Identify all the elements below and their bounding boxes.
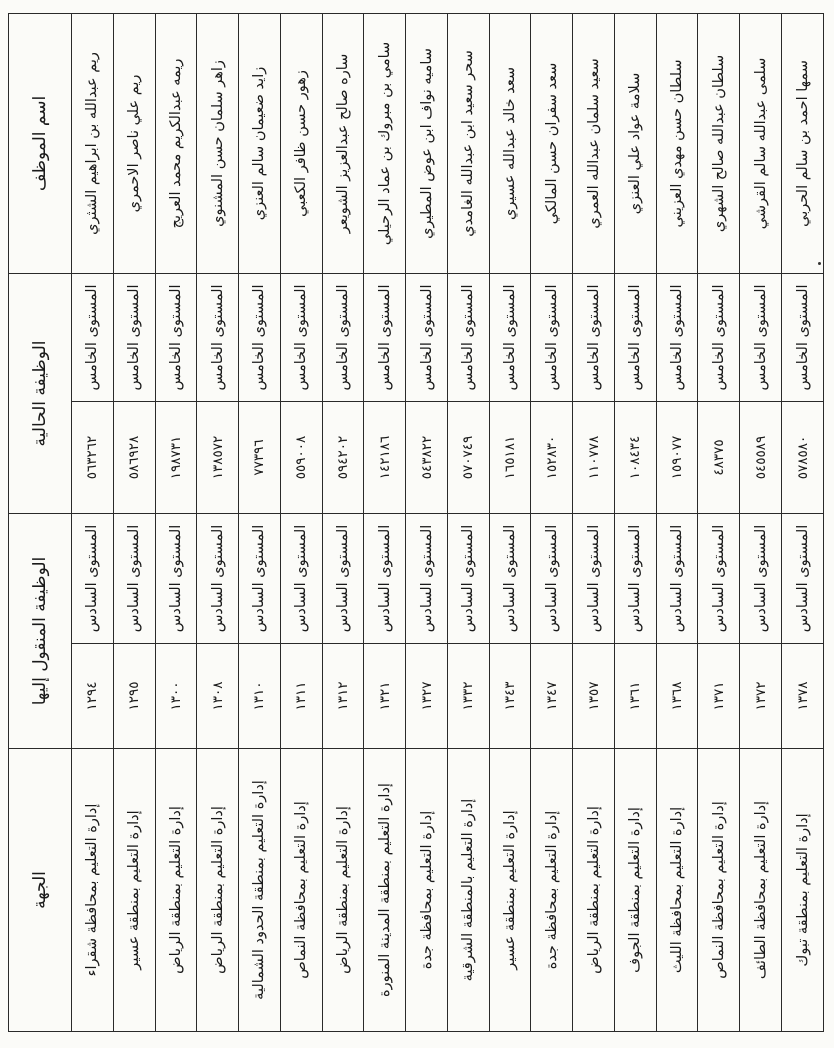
header-row — [9, 13, 72, 1031]
cell-employee-name: سمها احمد بن سالم الحربي — [782, 13, 824, 273]
cell-current-number: ٥٧٨٥٨٠ — [782, 401, 824, 513]
cell-current-level: المستوى الخامس — [280, 273, 322, 401]
table-row — [322, 13, 364, 1031]
cell-target-level: المستوى السادس — [280, 513, 322, 643]
cell-department: إدارة التعليم بمحافظة جدة — [531, 749, 573, 1032]
cell-employee-name: زهور حسن ظافر الكعبي — [280, 13, 322, 273]
cell-department: إدارة التعليم بمحافظة الليث — [656, 749, 698, 1032]
cell-employee-name: ساره صالح عبدالعزيز الشويعر — [322, 13, 364, 273]
cell-employee-name: ريمه عبدالكريم محمد العريج — [155, 13, 197, 273]
cell-current-number: ٤٨٣٧٥ — [698, 401, 740, 513]
cell-current-number: ١٩٨٧٣١ — [155, 401, 197, 513]
cell-current-level: المستوى الخامس — [656, 273, 698, 401]
cell-current-level: المستوى الخامس — [113, 273, 155, 401]
cell-target-number: ١٣١٢ — [322, 643, 364, 748]
cell-department: إدارة التعليم بمحافظة الطائف — [740, 749, 782, 1032]
cell-current-number: ١٣٨٥٧٢ — [197, 401, 239, 513]
cell-current-level: المستوى الخامس — [447, 273, 489, 401]
table-row — [406, 13, 448, 1031]
table-body — [72, 13, 824, 1031]
cell-target-level: المستوى السادس — [740, 513, 782, 643]
cell-department: إدارة التعليم بمنطقة عسير — [113, 749, 155, 1032]
cell-target-level: المستوى السادس — [782, 513, 824, 643]
cell-department: إدارة التعليم بمنطقة عسير — [489, 749, 531, 1032]
table-row — [531, 13, 573, 1031]
cell-target-level: المستوى السادس — [72, 513, 114, 643]
cell-employee-name: سلمى عبدالله سالم القرشي — [740, 13, 782, 273]
table-row — [197, 13, 239, 1031]
cell-target-number: ١٣٥٧ — [573, 643, 615, 748]
table-row — [782, 13, 824, 1031]
cell-department: إدارة التعليم بمنطقة الجوف — [614, 749, 656, 1032]
cell-current-number: ١٤٢١٨٦ — [364, 401, 406, 513]
cell-current-number: ٥٨٦٩٢٨ — [113, 401, 155, 513]
cell-department: إدارة التعليم بمحافظة النماص — [698, 749, 740, 1032]
cell-target-level: المستوى السادس — [406, 513, 448, 643]
cell-target-number: ١٣١١ — [280, 643, 322, 748]
cell-employee-name: سعد سفران حسن المالكي — [531, 13, 573, 273]
cell-employee-name: سامي بن مبروك بن عماد الرحيلي — [364, 13, 406, 273]
cell-target-number: ١٢٩٥ — [113, 643, 155, 748]
cell-employee-name: سلطان عبدالله صالح الشهري — [698, 13, 740, 273]
cell-current-level: المستوى الخامس — [364, 273, 406, 401]
cell-target-level: المستوى السادس — [197, 513, 239, 643]
cell-employee-name: سعيد سلمان عبدالله العمري — [573, 13, 615, 273]
cell-current-level: المستوى الخامس — [239, 273, 281, 401]
cell-target-number: ١٣٢١ — [364, 643, 406, 748]
cell-employee-name: ساميه نواف ابن عوض المطيري — [406, 13, 448, 273]
table-row — [280, 13, 322, 1031]
cell-target-level: المستوى السادس — [113, 513, 155, 643]
cell-target-level: المستوى السادس — [155, 513, 197, 643]
cell-department: إدارة التعليم بمنطقة تبوك — [782, 749, 824, 1032]
cell-target-number: ١٢٩٤ — [72, 643, 114, 748]
cell-current-level: المستوى الخامس — [197, 273, 239, 401]
cell-current-level: المستوى الخامس — [740, 273, 782, 401]
cell-current-level: المستوى الخامس — [698, 273, 740, 401]
cell-current-number: ١٥٩٠٧٧ — [656, 401, 698, 513]
table-row — [656, 13, 698, 1031]
table-row — [364, 13, 406, 1031]
cell-department: إدارة التعليم بمنطقة الحدود الشمالية — [239, 749, 281, 1032]
table-row — [239, 13, 281, 1031]
cell-employee-name: سحر سعيد ابن عبدالله الغامدي — [447, 13, 489, 273]
cell-target-level: المستوى السادس — [239, 513, 281, 643]
cell-current-number: ٥٦٣٢٦٢ — [72, 401, 114, 513]
cell-department: إدارة التعليم بمنطقة الرياض — [197, 749, 239, 1032]
cell-employee-name: ريم علي ناصر الاحمري — [113, 13, 155, 273]
cell-department: إدارة التعليم بمنطقة الرياض — [573, 749, 615, 1032]
cell-department: إدارة التعليم بمنطقة الرياض — [322, 749, 364, 1032]
cell-current-number: ١٠٨٤٣٤ — [614, 401, 656, 513]
cell-department: إدارة التعليم بمحافظة جدة — [406, 749, 448, 1032]
cell-current-number: ١١٠٧٧٨ — [573, 401, 615, 513]
cell-employee-name: زايد ضعيمان سالم العنزي — [239, 13, 281, 273]
cell-current-level: المستوى الخامس — [531, 273, 573, 401]
rotated-table-frame — [8, 14, 824, 1032]
cell-current-level: المستوى الخامس — [155, 273, 197, 401]
cell-employee-name: زاهر سلمان حسن المشنوي — [197, 13, 239, 273]
cell-target-number: ١٣٠٨ — [197, 643, 239, 748]
cell-current-level: المستوى الخامس — [406, 273, 448, 401]
cell-target-number: ١٣٣٢ — [447, 643, 489, 748]
cell-target-level: المستوى السادس — [489, 513, 531, 643]
cell-target-number: ١٣٦٨ — [656, 643, 698, 748]
cell-target-level: المستوى السادس — [573, 513, 615, 643]
cell-employee-name: ريم عبدالله بن ابراهيم الشثري — [72, 13, 114, 273]
cell-target-number: ١٣٧١ — [698, 643, 740, 748]
table-row — [489, 13, 531, 1031]
cell-employee-name: سلطان حسن مهدي العزيني — [656, 13, 698, 273]
cell-current-level: المستوى الخامس — [573, 273, 615, 401]
cell-target-number: ١٣٦١ — [614, 643, 656, 748]
table-row — [698, 13, 740, 1031]
table-row — [113, 13, 155, 1031]
cell-current-number: ٥٩٤٢٠٢ — [322, 401, 364, 513]
cell-current-level: المستوى الخامس — [782, 273, 824, 401]
cell-target-number: ١٣١٠ — [239, 643, 281, 748]
cell-target-level: المستوى السادس — [531, 513, 573, 643]
cell-current-level: المستوى الخامس — [72, 273, 114, 401]
cell-current-number: ٥٤٣٨٢٢ — [406, 401, 448, 513]
cell-target-number: ١٣٤٧ — [531, 643, 573, 748]
cell-employee-name: سعد خالد عبدالله عسيري — [489, 13, 531, 273]
header-target-job: الوظيفة المنقول إليها — [9, 513, 72, 748]
cell-current-number: ١٥٢٨٣٠ — [531, 401, 573, 513]
cell-target-number: ١٣٤٣ — [489, 643, 531, 748]
cell-current-number: ٧٧٣٩٦ — [239, 401, 281, 513]
cell-current-level: المستوى الخامس — [489, 273, 531, 401]
cell-target-level: المستوى السادس — [614, 513, 656, 643]
cell-department: إدارة التعليم بمنطقة المدينة المنورة — [364, 749, 406, 1032]
transfer-table — [8, 13, 824, 1032]
cell-employee-name: سلامة عواد علي العنزي — [614, 13, 656, 273]
cell-target-number: ١٣٧٨ — [782, 643, 824, 748]
cell-target-level: المستوى السادس — [447, 513, 489, 643]
header-current-job: الوظيفة الحالية — [9, 273, 72, 513]
table-row — [155, 13, 197, 1031]
cell-current-number: ٥٤٥٥٨٩ — [740, 401, 782, 513]
cell-target-number: ١٣٢٧ — [406, 643, 448, 748]
cell-target-number: ١٣٠٠ — [155, 643, 197, 748]
cell-target-level: المستوى السادس — [364, 513, 406, 643]
cell-current-level: المستوى الخامس — [322, 273, 364, 401]
cell-target-level: المستوى السادس — [656, 513, 698, 643]
cell-target-level: المستوى السادس — [322, 513, 364, 643]
table-row — [573, 13, 615, 1031]
table-row — [614, 13, 656, 1031]
table-row — [740, 13, 782, 1031]
cell-department: إدارة التعليم بمحافظة شقراء — [72, 749, 114, 1032]
cell-target-number: ١٣٧٢ — [740, 643, 782, 748]
cell-department: إدارة التعليم بالمنطقة الشرقية — [447, 749, 489, 1032]
cell-current-number: ٥٧٠٧٤٩ — [447, 401, 489, 513]
header-employee-name: اسم الموظف — [9, 13, 72, 273]
cell-current-number: ١٦٥١٨١ — [489, 401, 531, 513]
cell-current-level: المستوى الخامس — [614, 273, 656, 401]
table-row — [447, 13, 489, 1031]
table-row — [72, 13, 114, 1031]
scan-speck — [818, 262, 821, 265]
cell-current-number: ٥٥٩٠٠٨ — [280, 401, 322, 513]
cell-department: إدارة التعليم بمنطقة الرياض — [155, 749, 197, 1032]
cell-department: إدارة التعليم بمحافظة النماص — [280, 749, 322, 1032]
cell-target-level: المستوى السادس — [698, 513, 740, 643]
header-department: الجهة — [9, 749, 72, 1032]
